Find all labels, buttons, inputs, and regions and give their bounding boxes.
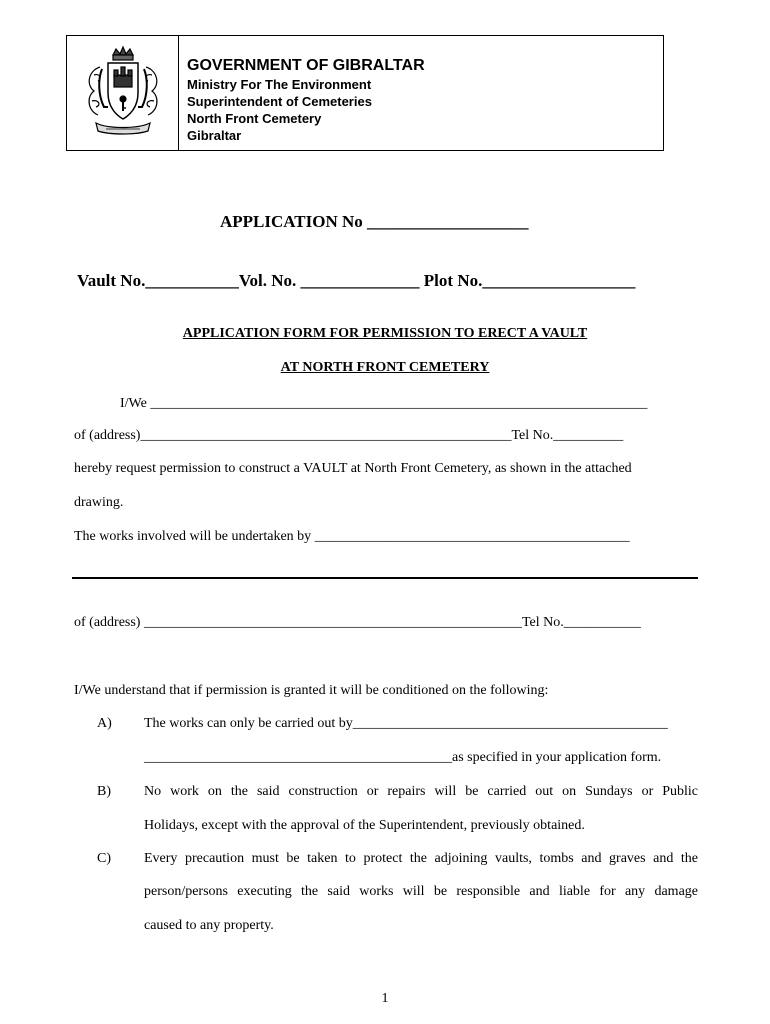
government-name: GOVERNMENT OF GIBRALTAR bbox=[187, 57, 425, 74]
condition-b-line1: No work on the said construction or repairs will be carried out on Sundays or Public bbox=[144, 784, 698, 799]
condition-a-line2[interactable]: ____________________________________________as specified in your application form. bbox=[144, 750, 662, 765]
city-name: Gibraltar bbox=[187, 128, 242, 143]
applicant-name-field[interactable]: I/We _______________________________________________________________________ bbox=[120, 396, 648, 411]
conditions-intro: I/We understand that if permission is granted it will be conditioned on the following: bbox=[74, 683, 549, 698]
office-name: Superintendent of Cemeteries bbox=[187, 94, 372, 109]
condition-b-line2: Holidays, except with the approval of the Superintendent, previously obtained. bbox=[144, 818, 585, 833]
contractor-address-field[interactable]: of (address) ______________________________________________________Tel No.___________ bbox=[74, 615, 641, 630]
condition-a-letter: A) bbox=[97, 716, 112, 731]
letterhead-text bbox=[179, 36, 425, 150]
contractor-field[interactable]: The works involved will be undertaken by _____________________________________________ bbox=[74, 529, 630, 544]
condition-c-letter: C) bbox=[97, 851, 111, 866]
request-text-line2: drawing. bbox=[74, 495, 124, 510]
condition-a-line1[interactable]: The works can only be carried out by_____________________________________________ bbox=[144, 716, 668, 731]
gibraltar-coat-of-arms-icon bbox=[80, 45, 166, 142]
request-text-line1: hereby request permission to construct a VAULT at North Front Cemetery, as shown in the attached bbox=[74, 461, 632, 476]
cemetery-name: North Front Cemetery bbox=[187, 111, 322, 126]
condition-c-line3: caused to any property. bbox=[144, 918, 274, 933]
page-number: 1 bbox=[381, 991, 389, 1006]
form-title-line2: AT NORTH FRONT CEMETERY bbox=[280, 360, 490, 375]
crest-cell bbox=[67, 36, 179, 150]
letterhead bbox=[66, 35, 664, 151]
condition-b-letter: B) bbox=[97, 784, 111, 799]
condition-c-line1: Every precaution must be taken to protect the adjoining vaults, tombs and graves and the bbox=[144, 851, 698, 866]
form-title-line1: APPLICATION FORM FOR PERMISSION TO ERECT A VAULT bbox=[182, 326, 588, 341]
applicant-address-field[interactable]: of (address)_____________________________________________________Tel No.__________ bbox=[74, 428, 624, 443]
application-number-field[interactable]: APPLICATION No ___________________ bbox=[220, 212, 529, 231]
vault-vol-plot-fields[interactable]: Vault No.___________Vol. No. ______________ Plot No.__________________ bbox=[77, 271, 636, 290]
ministry-name: Ministry For The Environment bbox=[187, 77, 372, 92]
condition-c-line2: person/persons executing the said works will be responsible and liable for any damage bbox=[144, 884, 698, 899]
contractor-name-rule[interactable] bbox=[72, 577, 698, 579]
